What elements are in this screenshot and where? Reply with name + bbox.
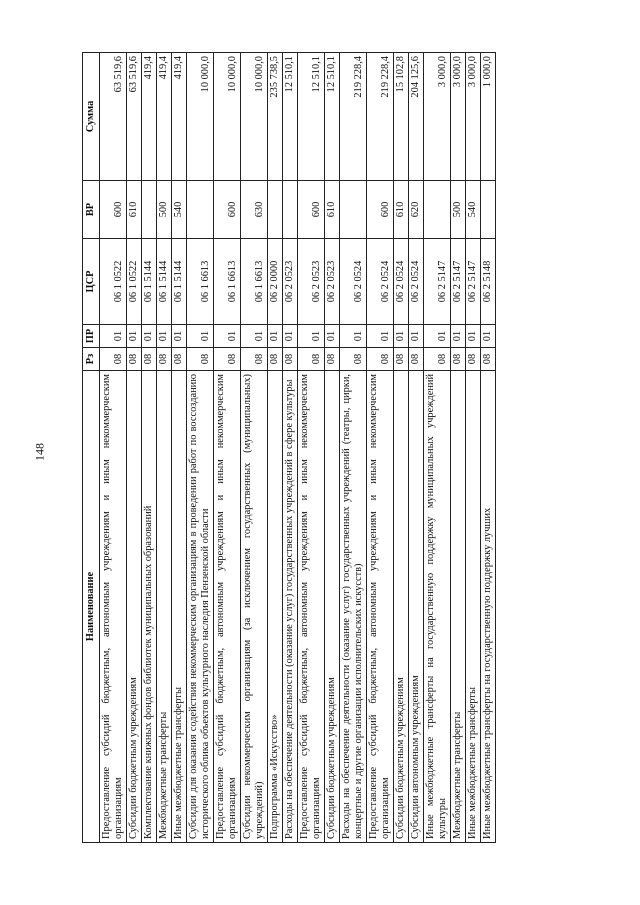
cell-vr: 610	[127, 181, 142, 239]
cell-pr: 01	[142, 325, 157, 348]
cell-csr: 06 2 5147	[466, 239, 481, 325]
cell-rz: 08	[142, 348, 157, 371]
header-name: Наименование	[83, 371, 100, 843]
cell-pr: 01	[394, 325, 409, 348]
cell-name: Предоставление субсидий бюджетным, автономным учреждениям и иным некоммерческим организациям	[367, 371, 394, 843]
cell-sum: 12 510,1	[325, 53, 340, 181]
table-row	[241, 53, 268, 843]
cell-rz: 08	[214, 348, 241, 371]
cell-name: Иные межбюджетные трансферты	[466, 371, 481, 843]
cell-pr: 01	[481, 325, 496, 348]
cell-vr: 600	[100, 181, 127, 239]
cell-sum: 204 125,6	[409, 53, 424, 181]
cell-name: Субсидии автономным учреждениям	[409, 371, 424, 843]
cell-pr: 01	[325, 325, 340, 348]
rotated-page-content	[82, 53, 560, 843]
cell-pr: 01	[157, 325, 172, 348]
cell-name: Иные межбюджетные трансферты на государственную поддержку муниципальных учреждений культуры	[424, 371, 451, 843]
cell-csr: 06 1 5144	[157, 239, 172, 325]
header-sum: Сумма	[83, 53, 100, 181]
cell-pr: 01	[340, 325, 367, 348]
table-row	[481, 53, 496, 843]
header-vr: ВР	[83, 181, 100, 239]
cell-csr: 06 1 6613	[214, 239, 241, 325]
table-row	[394, 53, 409, 843]
cell-csr: 06 1 5144	[172, 239, 187, 325]
cell-sum: 3 000,0	[424, 53, 451, 181]
cell-vr: 610	[325, 181, 340, 239]
cell-csr: 06 2 5147	[451, 239, 466, 325]
cell-pr: 01	[409, 325, 424, 348]
cell-vr	[142, 181, 157, 239]
cell-rz: 08	[172, 348, 187, 371]
cell-rz: 08	[409, 348, 424, 371]
cell-sum: 15 102,8	[394, 53, 409, 181]
cell-csr: 06 1 6613	[187, 239, 214, 325]
cell-name: Предоставление субсидий бюджетным, автономным учреждениям и иным некоммерческим организациям	[214, 371, 241, 843]
table-row	[298, 53, 325, 843]
cell-csr: 06 2 0524	[394, 239, 409, 325]
cell-pr: 01	[214, 325, 241, 348]
cell-rz: 08	[127, 348, 142, 371]
cell-sum: 10 000,0	[241, 53, 268, 181]
cell-name: Межбюджетные трансферты	[157, 371, 172, 843]
cell-rz: 08	[466, 348, 481, 371]
cell-name: Подпрограмма «Искусство»	[268, 371, 283, 843]
cell-csr: 06 2 0524	[367, 239, 394, 325]
cell-name: Субсидии некоммерческим организациям (за исключением государственных (муниципальных) учреждений)	[241, 371, 268, 843]
cell-csr: 06 2 0523	[283, 239, 298, 325]
cell-vr	[481, 181, 496, 239]
cell-rz: 08	[100, 348, 127, 371]
cell-csr: 06 2 0000	[268, 239, 283, 325]
cell-csr: 06 1 6613	[241, 239, 268, 325]
header-pr: ПР	[83, 325, 100, 348]
cell-sum: 63 519,6	[100, 53, 127, 181]
cell-name: Субсидии бюджетным учреждениям	[325, 371, 340, 843]
cell-name: Расходы на обеспечение деятельности (оказание услуг) государственных учреждений (театры, цирки, концертные и другие организации исполнительских искусств)	[340, 371, 367, 843]
cell-csr: 06 2 0524	[340, 239, 367, 325]
cell-rz: 08	[268, 348, 283, 371]
table-row	[325, 53, 340, 843]
page-number: 148	[32, 443, 47, 461]
cell-rz: 08	[367, 348, 394, 371]
cell-pr: 01	[100, 325, 127, 348]
cell-sum: 219 228,4	[340, 53, 367, 181]
cell-name: Межбюджетные трансферты	[451, 371, 466, 843]
cell-sum: 219 228,4	[367, 53, 394, 181]
cell-rz: 08	[394, 348, 409, 371]
cell-rz: 08	[325, 348, 340, 371]
cell-name: Предоставление субсидий бюджетным, автономным учреждениям и иным некоммерческим организациям	[298, 371, 325, 843]
cell-name: Субсидии бюджетным учреждениям	[127, 371, 142, 843]
cell-pr: 01	[451, 325, 466, 348]
cell-sum: 1 000,0	[481, 53, 496, 181]
cell-rz: 08	[424, 348, 451, 371]
header-rz: Рз	[83, 348, 100, 371]
cell-rz: 08	[283, 348, 298, 371]
cell-pr: 01	[187, 325, 214, 348]
cell-csr: 06 1 5144	[142, 239, 157, 325]
cell-sum: 419,4	[157, 53, 172, 181]
cell-vr: 540	[466, 181, 481, 239]
cell-sum: 3 000,0	[451, 53, 466, 181]
cell-csr: 06 1 0522	[127, 239, 142, 325]
table-header-row	[83, 53, 100, 843]
table-row	[172, 53, 187, 843]
cell-vr	[340, 181, 367, 239]
cell-pr: 01	[298, 325, 325, 348]
table-row	[340, 53, 367, 843]
cell-vr: 500	[157, 181, 172, 239]
cell-sum: 12 510,1	[283, 53, 298, 181]
cell-name: Субсидии для оказания содействия некоммерческим организациям в проведении работ по воссозданию исторического облика объектов культурного наследия Пензенской области	[187, 371, 214, 843]
budget-table	[82, 52, 496, 843]
cell-name: Субсидии бюджетным учреждениям	[394, 371, 409, 843]
cell-sum: 12 510,1	[298, 53, 325, 181]
cell-rz: 08	[241, 348, 268, 371]
table-row	[409, 53, 424, 843]
cell-csr: 06 1 0522	[100, 239, 127, 325]
cell-pr: 01	[172, 325, 187, 348]
cell-pr: 01	[466, 325, 481, 348]
cell-sum: 235 738,5	[268, 53, 283, 181]
cell-vr: 610	[394, 181, 409, 239]
cell-csr: 06 2 5148	[481, 239, 496, 325]
cell-vr: 600	[298, 181, 325, 239]
table-row	[283, 53, 298, 843]
cell-vr: 600	[367, 181, 394, 239]
cell-pr: 01	[283, 325, 298, 348]
cell-csr: 06 2 0524	[409, 239, 424, 325]
table-row	[127, 53, 142, 843]
table-body	[100, 53, 496, 843]
cell-sum: 63 519,6	[127, 53, 142, 181]
cell-vr	[283, 181, 298, 239]
table-row	[187, 53, 214, 843]
table-row	[466, 53, 481, 843]
cell-rz: 08	[157, 348, 172, 371]
cell-rz: 08	[451, 348, 466, 371]
cell-pr: 01	[268, 325, 283, 348]
cell-sum: 10 000,0	[187, 53, 214, 181]
cell-pr: 01	[367, 325, 394, 348]
cell-vr	[424, 181, 451, 239]
cell-csr: 06 2 0523	[298, 239, 325, 325]
cell-name: Комплектование книжных фондов библиотек муниципальных образований	[142, 371, 157, 843]
cell-pr: 01	[127, 325, 142, 348]
table-row	[100, 53, 127, 843]
cell-csr: 06 2 0523	[325, 239, 340, 325]
cell-sum: 10 000,0	[214, 53, 241, 181]
cell-sum: 3 000,0	[466, 53, 481, 181]
table-row	[268, 53, 283, 843]
cell-vr: 600	[214, 181, 241, 239]
table-row	[142, 53, 157, 843]
cell-name: Иные межбюджетные трансферты на государственную поддержку лучших	[481, 371, 496, 843]
cell-vr: 540	[172, 181, 187, 239]
table-row	[214, 53, 241, 843]
cell-name: Иные межбюджетные трансферты	[172, 371, 187, 843]
cell-csr: 06 2 5147	[424, 239, 451, 325]
cell-vr	[187, 181, 214, 239]
table-row	[424, 53, 451, 843]
cell-name: Расходы на обеспечение деятельности (оказание услуг) государственных учреждений в сфере культуры	[283, 371, 298, 843]
cell-vr	[268, 181, 283, 239]
cell-pr: 01	[424, 325, 451, 348]
cell-rz: 08	[187, 348, 214, 371]
cell-rz: 08	[340, 348, 367, 371]
cell-sum: 419,4	[172, 53, 187, 181]
cell-name: Предоставление субсидий бюджетным, автономным учреждениям и иным некоммерческим организациям	[100, 371, 127, 843]
cell-rz: 08	[481, 348, 496, 371]
table-row	[157, 53, 172, 843]
table-row	[367, 53, 394, 843]
cell-vr: 630	[241, 181, 268, 239]
cell-rz: 08	[298, 348, 325, 371]
cell-sum: 419,4	[142, 53, 157, 181]
cell-vr: 500	[451, 181, 466, 239]
cell-pr: 01	[241, 325, 268, 348]
table-row	[451, 53, 466, 843]
header-csr: ЦСР	[83, 239, 100, 325]
cell-vr: 620	[409, 181, 424, 239]
